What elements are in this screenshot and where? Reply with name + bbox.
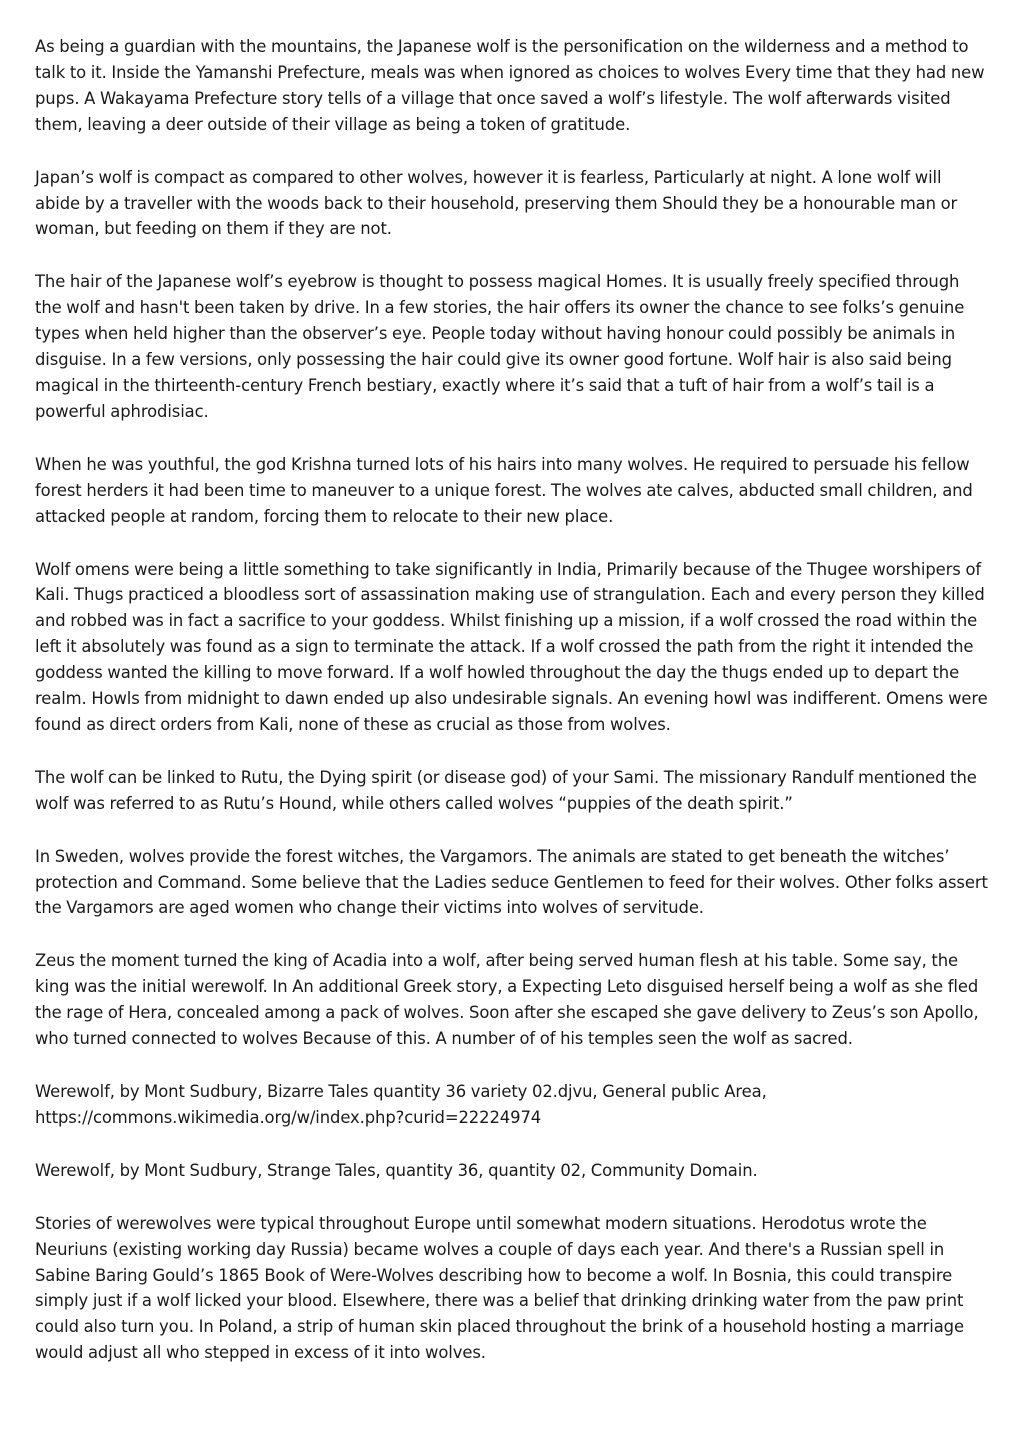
paragraph-vargamors-sweden: In Sweden, wolves provide the forest witches, the Vargamors. The animals are stated to get beneath the witches’ protection and Command. Some believe that the Ladies seduce Gentlemen to feed for their wolves. Other folks assert the Vargamors are aged women who change their victims into wolves of servitude. [35,846,988,918]
paragraph-rutu-sami: The wolf can be linked to Rutu, the Dying spirit (or disease god) of your Sami. The missionary Randulf mentioned the wolf was referred to as Rutu’s Hound, while others called wolves “puppies of the death spirit.” [35,767,977,813]
paragraph-japanese-wolf-guardian: As being a guardian with the mountains, the Japanese wolf is the personification on the wilderness and a method to talk to it. Inside the Yamanshi Prefecture, meals was when ignored as choices to wolves Every time that they had new pups. A Wakayama Prefecture story tells of a village that once saved a wolf’s lifestyle. The wolf afterwards visited them, leaving a deer outside of their village as being a token of gratitude. [35,37,985,134]
paragraph-wolf-omens-india: Wolf omens were being a little something to take significantly in India, Primarily because of the Thugee worshipers of Kali. Thugs practiced a bloodless sort of assassination making use of strangulation. Each and every person they killed and robbed was in fact a sacrifice to your goddess. Whilst finishing up a mission, if a wolf crossed the road within the left it absolutely was found as a sign to terminate the attack. If a wolf crossed the path from the right it intended the goddess wanted the killing to move forward. If a wolf howled throughout the day the thugs ended up to depart the realm. Howls from midnight to dawn ended up also undesirable signals. An evening howl was indifferent. Omens were found as direct orders from Kali, none of these as crucial as those from wolves. [35,559,988,734]
paragraph-zeus-greek: Zeus the moment turned the king of Acadia into a wolf, after being served human flesh at his table. Some say, the king was the initial werewolf. In An additional Greek story, a Expecting Leto disguised herself being a wolf as she fled the rage of Hera, concealed among a pack of wolves. Soon after she escaped she gave delivery to Zeus’s son Apollo, who turned connected to wolves Because of this. A number of of his temples seen the wolf as sacred. [35,951,979,1049]
paragraph-werewolves-europe: Stories of werewolves were typical throughout Europe until somewhat modern situations. Herodotus wrote the Neuriuns (existing working day Russia) became wolves a couple of days each year. And there's a Russian spell in Sabine Baring Gould’s 1865 Book of Were-Wolves describing how to become a wolf. In Bosnia, this could transpire simply just if a wolf licked your blood. Elsewhere, there was a belief that drinking drinking water from the paw print could also turn you. In Poland, a strip of human skin placed throughout the brink of a household hosting a marriage would adjust all who stepped in excess of it into wolves. [35,1213,964,1363]
paragraph-image-credit-1: Werewolf, by Mont Sudbury, Bizarre Tales quantity 36 variety 02.djvu, General public Area, https://commons.wikimedia.org/w/index.php?curid=22224974 [35,1082,767,1127]
paragraph-wolf-eyebrow-hair: The hair of the Japanese wolf’s eyebrow is thought to possess magical Homes. It is usually freely specified through the wolf and hasn't been taken by drive. In a few stories, the hair offers its owner the chance to see folks’s genuine types when held higher than the observer’s eye. People today without having honour could possibly be animals in disguise. In a few versions, only possessing the hair could give its owner good fortune. Wolf hair is also said being magical in the thirteenth-century French bestiary, exactly where it’s said that a tuft of hair from a wolf’s tail is a powerful aphrodisiac. [35,272,965,421]
paragraph-japan-wolf-traveller: Japan’s wolf is compact as compared to other wolves, however it is fearless, Particularly at night. A lone wolf will abide by a traveller with the woods back to their household, preserving them Should they be a honourable man or woman, but feeding on them if they are not. [35,167,958,239]
paragraph-krishna-wolves: When he was youthful, the god Krishna turned lots of his hairs into many wolves. He required to persuade his fellow forest herders it had been time to maneuver to a unique forest. The wolves ate calves, abducted small children, and attacked people at random, forcing them to relocate to their new place. [35,454,973,526]
paragraph-image-credit-2: Werewolf, by Mont Sudbury, Strange Tales, quantity 36, quantity 02, Community Domain. [35,1160,758,1180]
